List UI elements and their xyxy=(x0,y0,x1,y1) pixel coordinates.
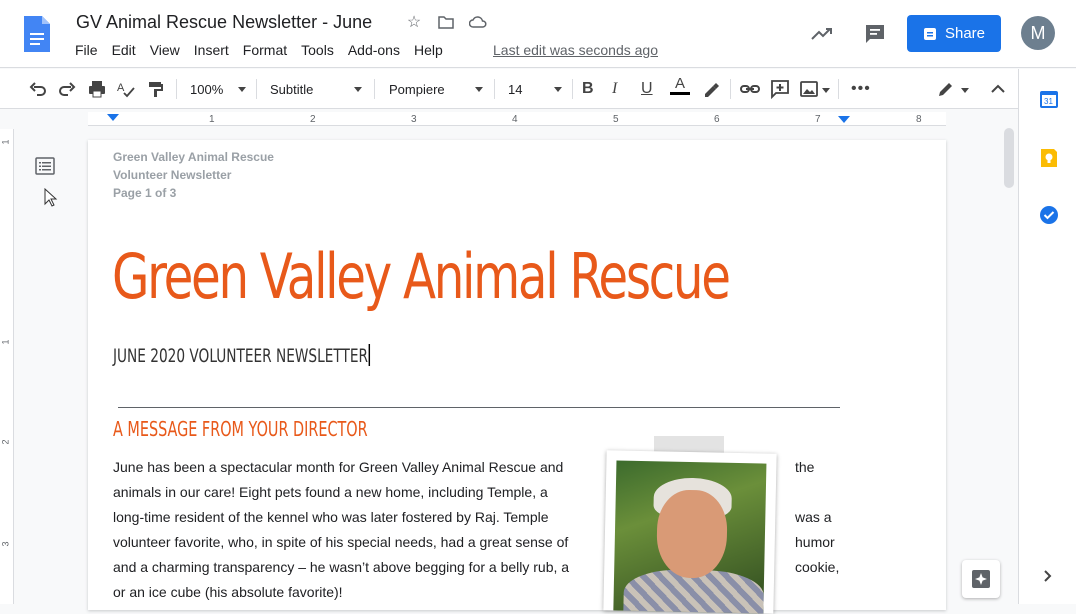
move-folder-icon[interactable] xyxy=(436,12,456,32)
page-header[interactable] xyxy=(113,148,274,202)
image-chevron-down-icon[interactable] xyxy=(822,88,830,93)
spellcheck-icon[interactable] xyxy=(116,79,136,99)
ruler-number: 2 xyxy=(310,114,316,125)
vruler-number: 1 xyxy=(0,339,11,345)
redo-icon[interactable] xyxy=(57,79,77,99)
ruler-number: 8 xyxy=(916,114,922,125)
chevron-down-icon xyxy=(238,87,246,92)
wrap-word: cookie, xyxy=(795,559,840,575)
wrap-word: was a xyxy=(795,509,832,525)
document-title[interactable]: GV Animal Rescue Newsletter - June xyxy=(76,12,373,32)
paint-format-icon[interactable] xyxy=(146,79,166,99)
ruler-number: 7 xyxy=(815,114,821,125)
document-page[interactable] xyxy=(88,140,946,610)
body-line: June has been a spectacular month for Green Valley Animal Rescue and xyxy=(113,459,564,475)
menu-help[interactable]: Help xyxy=(413,42,443,58)
document-subtitle[interactable] xyxy=(113,344,370,367)
wrap-word xyxy=(795,480,839,505)
vertical-scrollbar[interactable] xyxy=(1004,128,1014,188)
body-line: and a charming transparency – he wasn’t above begging for a belly rub, a xyxy=(113,559,570,575)
share-label: Share xyxy=(944,25,986,42)
ruler-number: 1 xyxy=(209,114,215,125)
toolbar xyxy=(0,69,1018,109)
chevron-down-icon xyxy=(475,87,483,92)
explore-button[interactable] xyxy=(962,560,1000,598)
header-line-org: Green Valley Animal Rescue xyxy=(113,150,274,164)
font-size-value: 14 xyxy=(508,81,523,97)
horizontal-divider xyxy=(118,407,840,408)
menu-addons[interactable]: Add-ons xyxy=(347,42,400,58)
share-button[interactable] xyxy=(907,15,1001,52)
ruler-number: 5 xyxy=(613,114,619,125)
vruler-number: 3 xyxy=(0,541,11,547)
header-line-page: Page 1 of 3 xyxy=(113,186,177,200)
wrap-word: humor xyxy=(795,534,835,550)
explore-sparkle-icon xyxy=(971,569,991,589)
star-icon[interactable]: ☆ xyxy=(406,14,422,31)
body-line: or an ice cube (his absolute favorite)! xyxy=(113,584,343,600)
zoom-value: 100% xyxy=(190,81,224,97)
font-value: Pompiere xyxy=(389,81,445,97)
body-line: volunteer favorite, who, in spite of his special needs, had a great sense of xyxy=(113,534,569,550)
header-line-newsletter: Volunteer Newsletter xyxy=(113,168,232,182)
highlight-pen-icon[interactable] xyxy=(701,79,721,99)
mouse-pointer-icon xyxy=(44,188,58,208)
docs-logo-icon[interactable] xyxy=(22,14,52,54)
chevron-down-icon xyxy=(554,87,562,92)
keep-icon[interactable] xyxy=(1039,148,1059,168)
avatar[interactable]: M xyxy=(1021,16,1055,50)
undo-icon[interactable] xyxy=(28,79,48,99)
add-comment-icon[interactable] xyxy=(770,79,790,99)
chevron-right-icon[interactable] xyxy=(1041,569,1055,583)
section-heading[interactable]: A MESSAGE FROM YOUR DIRECTOR xyxy=(113,417,368,441)
share-people-icon xyxy=(923,26,939,42)
menu-edit[interactable]: Edit xyxy=(111,42,136,58)
horizontal-ruler[interactable] xyxy=(0,109,1018,129)
print-icon[interactable] xyxy=(87,79,107,99)
menu-file[interactable]: File xyxy=(75,42,98,58)
link-icon[interactable] xyxy=(740,79,760,99)
editing-mode-pencil-icon[interactable] xyxy=(936,79,956,99)
tasks-icon[interactable] xyxy=(1039,205,1059,225)
text-cursor xyxy=(369,344,370,366)
underline-icon[interactable]: U xyxy=(641,80,653,97)
vruler-number: 2 xyxy=(0,439,11,445)
vertical-ruler[interactable] xyxy=(0,129,14,604)
font-size-select[interactable] xyxy=(508,77,562,101)
side-panel xyxy=(1018,69,1076,604)
ruler-number: 6 xyxy=(714,114,720,125)
bold-icon[interactable]: B xyxy=(582,80,594,97)
menu-insert[interactable]: Insert xyxy=(193,42,229,58)
ruler-track xyxy=(88,112,946,126)
menu-tools[interactable]: Tools xyxy=(301,42,334,58)
document-heading-title[interactable]: Green Valley Animal Rescue xyxy=(112,240,729,313)
menu-view[interactable]: View xyxy=(149,42,180,58)
cloud-status-icon[interactable] xyxy=(468,12,488,32)
style-value: Subtitle xyxy=(270,81,314,97)
menu-format[interactable]: Format xyxy=(242,42,288,58)
font-select[interactable] xyxy=(389,77,483,101)
ruler-number: 4 xyxy=(512,114,518,125)
body-line: animals in our care! Eight pets found a new home, including Temple, a xyxy=(113,484,548,500)
chevron-down-icon xyxy=(354,87,362,92)
vruler-number: 1 xyxy=(0,139,11,145)
wrapped-text-column[interactable] xyxy=(795,455,839,580)
svg-text:31: 31 xyxy=(1044,97,1053,106)
zoom-select[interactable] xyxy=(190,77,246,101)
last-edit-link[interactable]: Last edit was seconds ago xyxy=(493,42,658,58)
right-indent-marker-icon[interactable] xyxy=(837,115,851,125)
editing-mode-chevron-down-icon[interactable] xyxy=(961,88,969,93)
insert-image-icon[interactable] xyxy=(799,79,819,99)
svg-text:A: A xyxy=(117,82,125,94)
subtitle-text: JUNE 2020 VOLUNTEER NEWSLETTER xyxy=(113,345,368,367)
activity-dashboard-icon[interactable] xyxy=(810,22,834,46)
paragraph-style-select[interactable] xyxy=(270,77,362,101)
director-photo[interactable] xyxy=(603,450,776,614)
wrap-word: the xyxy=(795,459,815,475)
top-bar xyxy=(0,0,1076,68)
ruler-number: 3 xyxy=(411,114,417,125)
photo-face xyxy=(656,489,728,578)
collapse-menus-icon[interactable] xyxy=(988,79,1008,99)
left-indent-marker-icon[interactable] xyxy=(106,113,120,123)
more-options-icon[interactable]: ••• xyxy=(851,80,871,97)
menu-bar xyxy=(75,42,457,58)
text-color-icon[interactable]: A xyxy=(669,76,691,100)
body-paragraph[interactable] xyxy=(113,455,569,605)
document-outline-icon[interactable] xyxy=(35,156,55,176)
italic-icon[interactable]: I xyxy=(612,80,618,97)
photo-image xyxy=(613,460,766,613)
body-line: long-time resident of the kennel who was later fostered by Raj. Temple xyxy=(113,509,549,525)
calendar-icon[interactable] xyxy=(1039,89,1059,109)
comment-history-icon[interactable] xyxy=(863,22,887,46)
